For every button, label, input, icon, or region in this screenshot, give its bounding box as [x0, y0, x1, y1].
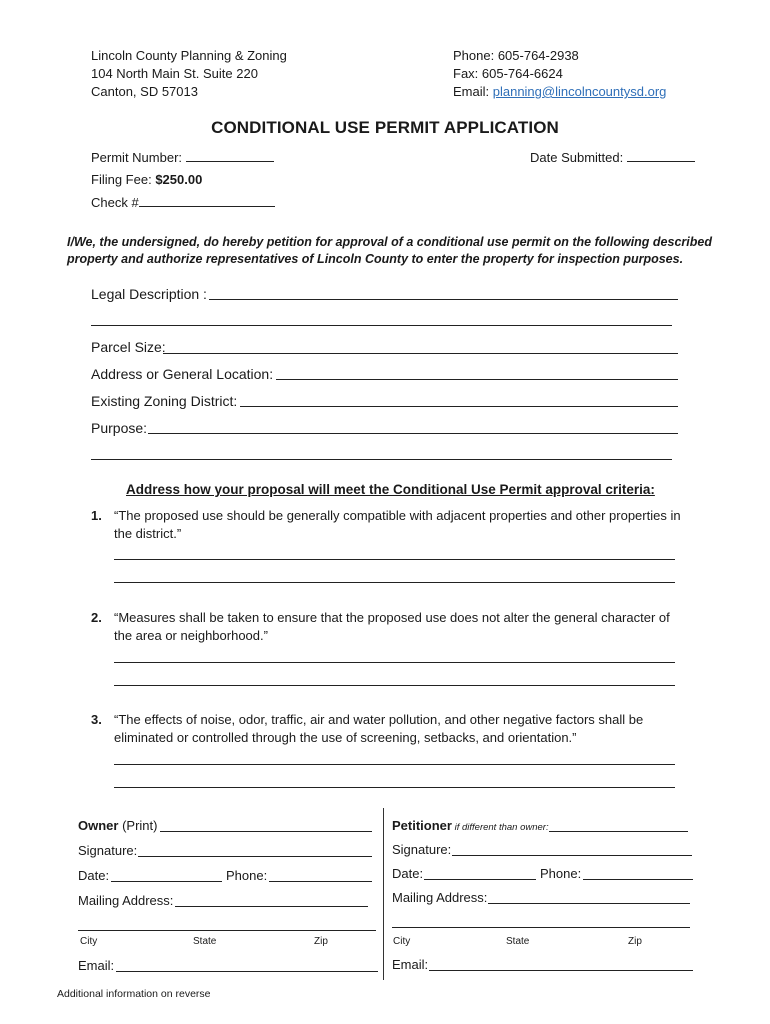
- office-fax: Fax: 605-764-6624: [453, 66, 563, 81]
- petitioner-note: if different than owner:: [451, 822, 549, 833]
- owner-print-label: (Print): [118, 818, 158, 833]
- criterion-3-number: 3.: [91, 712, 102, 727]
- email-label: Email:: [453, 84, 493, 99]
- criterion-1-answer-line-1[interactable]: [114, 559, 675, 560]
- owner-mailing-label: Mailing Address:: [78, 893, 174, 908]
- petitioner-city-label: City: [393, 936, 411, 947]
- check-number-field[interactable]: [139, 193, 275, 207]
- owner-print-row: [78, 817, 157, 835]
- owner-mailing-field[interactable]: [175, 906, 368, 907]
- office-address-block: [91, 47, 287, 101]
- owner-email-field[interactable]: [116, 971, 378, 972]
- criterion-1-text: [114, 507, 714, 543]
- criterion-2-number: 2.: [91, 610, 102, 625]
- parcel-size-label: Parcel Size:: [91, 339, 166, 355]
- office-name: Lincoln County Planning & Zoning: [91, 48, 287, 63]
- form-title: CONDITIONAL USE PERMIT APPLICATION: [211, 118, 559, 137]
- criterion-2-line-2: the area or neighborhood.”: [114, 628, 268, 643]
- owner-date-label: Date:: [78, 868, 110, 883]
- filing-fee-row: [91, 171, 202, 189]
- petitioner-email-label: Email:: [392, 957, 429, 972]
- criteria-heading: Address how your proposal will meet the Conditional Use Permit approval criteria:: [126, 482, 655, 497]
- intro-line-2: property and authorize representatives of Lincoln County to enter the property for inspection purposes.: [67, 252, 684, 266]
- legal-description-field-2[interactable]: [91, 325, 672, 326]
- address-field[interactable]: [276, 379, 678, 380]
- criterion-2-line-1: “Measures shall be taken to ensure that the proposed use does not alter the general character of: [114, 610, 670, 625]
- intro-line-1: I/We, the undersigned, do hereby petition for approval of a conditional use permit on the following described: [67, 235, 712, 249]
- criterion-1-answer-line-2[interactable]: [114, 582, 675, 583]
- permit-number-label: Permit Number:: [91, 150, 183, 165]
- owner-signature-label: Signature:: [78, 843, 138, 858]
- contact-block: [453, 47, 666, 101]
- owner-city-label: City: [80, 936, 98, 947]
- filing-fee-label: Filing Fee:: [91, 172, 156, 187]
- owner-zip-label: Zip: [314, 936, 328, 947]
- date-submitted-label: Date Submitted:: [530, 150, 624, 165]
- criterion-1-number: 1.: [91, 508, 102, 523]
- petitioner-zip-label: Zip: [628, 936, 642, 947]
- office-phone: Phone: 605-764-2938: [453, 48, 579, 63]
- email-link[interactable]: planning@lincolncountysd.org: [492, 84, 667, 99]
- intro-statement: [67, 234, 747, 268]
- owner-state-label: State: [193, 936, 217, 947]
- footer-note: Additional information on reverse: [57, 988, 211, 1000]
- purpose-field-2[interactable]: [91, 459, 672, 460]
- petitioner-signature-field[interactable]: [452, 855, 692, 856]
- owner-mailing-field-2[interactable]: [78, 930, 376, 931]
- petitioner-date-field[interactable]: [424, 879, 536, 880]
- petitioner-mailing-field[interactable]: [488, 903, 690, 904]
- zoning-label: Existing Zoning District:: [91, 393, 238, 409]
- date-submitted-row: [530, 148, 695, 167]
- criterion-3-answer-line-2[interactable]: [114, 787, 675, 788]
- criterion-3-text: [114, 711, 714, 747]
- criterion-3-line-2: eliminated or controlled through the use of screening, setbacks, and orientation.”: [114, 730, 577, 745]
- owner-signature-field[interactable]: [138, 856, 372, 857]
- date-submitted-field[interactable]: [627, 148, 695, 162]
- petitioner-date-label: Date:: [392, 866, 424, 881]
- petitioner-label: Petitioner: [392, 818, 452, 833]
- legal-description-field[interactable]: [209, 299, 678, 300]
- petitioner-row: [392, 817, 549, 837]
- criterion-2-answer-line-2[interactable]: [114, 685, 675, 686]
- purpose-label: Purpose:: [91, 420, 148, 436]
- permit-number-field[interactable]: [186, 148, 274, 162]
- criterion-1-line-1: “The proposed use should be generally compatible with adjacent properties and other properties in: [114, 508, 681, 523]
- filing-fee-value: $250.00: [155, 172, 203, 187]
- check-number-row: [91, 193, 275, 212]
- office-city: Canton, SD 57013: [91, 84, 198, 99]
- legal-description-label: Legal Description :: [91, 286, 207, 302]
- address-label: Address or General Location:: [91, 366, 274, 382]
- permit-number-row: [91, 148, 274, 167]
- zoning-field[interactable]: [240, 406, 678, 407]
- criterion-2-answer-line-1[interactable]: [114, 662, 675, 663]
- petitioner-state-label: State: [506, 936, 530, 947]
- owner-date-field[interactable]: [111, 881, 222, 882]
- owner-label: Owner: [78, 818, 119, 833]
- petitioner-name-field[interactable]: [549, 831, 688, 832]
- criterion-2-text: [114, 609, 714, 645]
- owner-phone-field[interactable]: [269, 881, 372, 882]
- petitioner-phone-label: Phone:: [540, 866, 582, 881]
- owner-name-field[interactable]: [160, 831, 372, 832]
- owner-email-label: Email:: [78, 958, 115, 973]
- petitioner-mailing-label: Mailing Address:: [392, 890, 488, 905]
- criterion-3-answer-line-1[interactable]: [114, 764, 675, 765]
- office-street: 104 North Main St. Suite 220: [91, 66, 258, 81]
- criterion-1-line-2: the district.”: [114, 526, 182, 541]
- check-number-label: Check #: [91, 195, 139, 210]
- owner-phone-label: Phone:: [226, 868, 268, 883]
- petitioner-mailing-field-2[interactable]: [392, 927, 690, 928]
- signature-divider: [383, 808, 384, 980]
- petitioner-phone-field[interactable]: [583, 879, 693, 880]
- parcel-size-field[interactable]: [163, 353, 678, 354]
- purpose-field[interactable]: [148, 433, 678, 434]
- criterion-3-line-1: “The effects of noise, odor, traffic, air and water pollution, and other negative factors shall be: [114, 712, 644, 727]
- petitioner-email-field[interactable]: [429, 970, 693, 971]
- petitioner-signature-label: Signature:: [392, 842, 452, 857]
